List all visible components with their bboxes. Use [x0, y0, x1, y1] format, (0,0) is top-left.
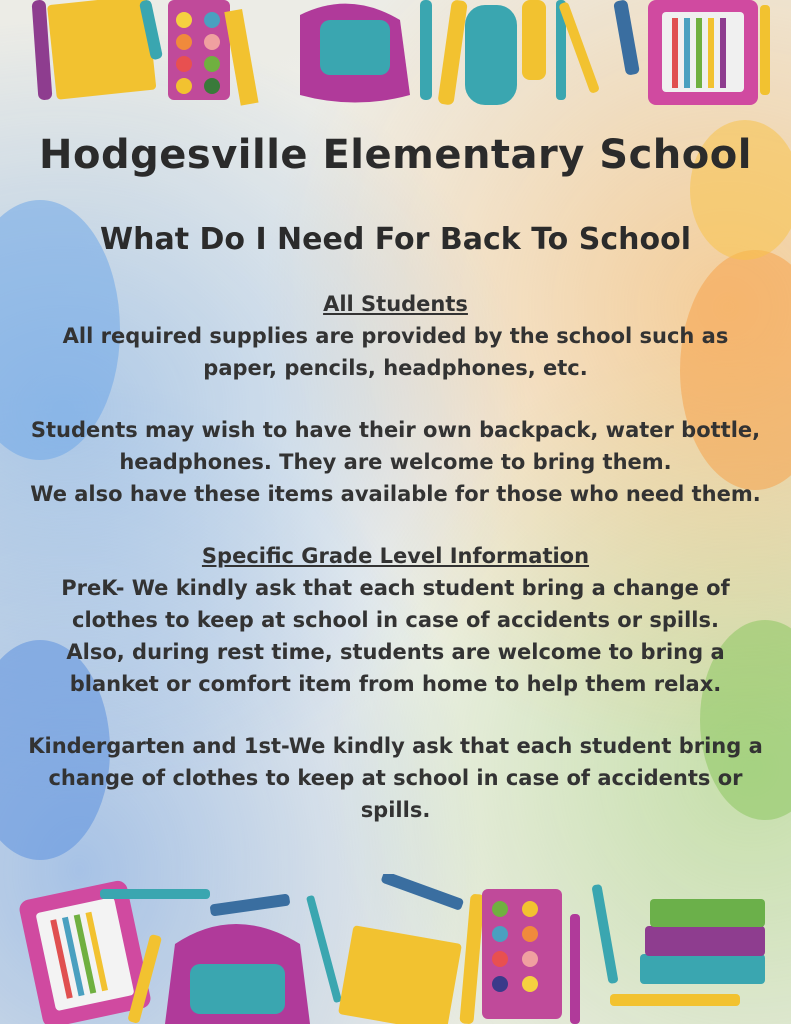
paragraph-gap [20, 510, 771, 540]
all-students-line: paper, pencils, headphones, etc. [203, 356, 588, 380]
grade-info-heading: Specific Grade Level Information [201, 544, 590, 568]
prek-line: PreK- We kindly ask that each student bring a change of [61, 576, 730, 600]
kindergarten-line: spills. [360, 798, 431, 822]
all-students-line: We also have these items available for those who need them. [30, 482, 761, 506]
all-students-line: All required supplies are provided by the school such as [62, 324, 729, 348]
kindergarten-line: Kindergarten and 1st-We kindly ask that each student bring a [28, 734, 763, 758]
paragraph-gap [20, 384, 771, 414]
prek-line: blanket or comfort item from home to help them relax. [69, 672, 722, 696]
paragraph-gap [20, 700, 771, 730]
all-students-line: Students may wish to have their own backpack, water bottle, [30, 418, 761, 442]
school-supplies-top-illustration [0, 0, 791, 115]
prek-line: Also, during rest time, students are welcome to bring a [66, 640, 725, 664]
prek-line: clothes to keep at school in case of accidents or spills. [72, 608, 719, 632]
flyer-body [20, 288, 771, 826]
all-students-heading: All Students [323, 292, 468, 316]
all-students-line: headphones. They are welcome to bring them. [119, 450, 672, 474]
kindergarten-line: change of clothes to keep at school in case of accidents or [48, 766, 743, 790]
flyer-subtitle: What Do I Need For Back To School [100, 222, 691, 257]
school-name-title: Hodgesville Elementary School [39, 132, 752, 178]
school-supplies-bottom-illustration [0, 874, 791, 1024]
